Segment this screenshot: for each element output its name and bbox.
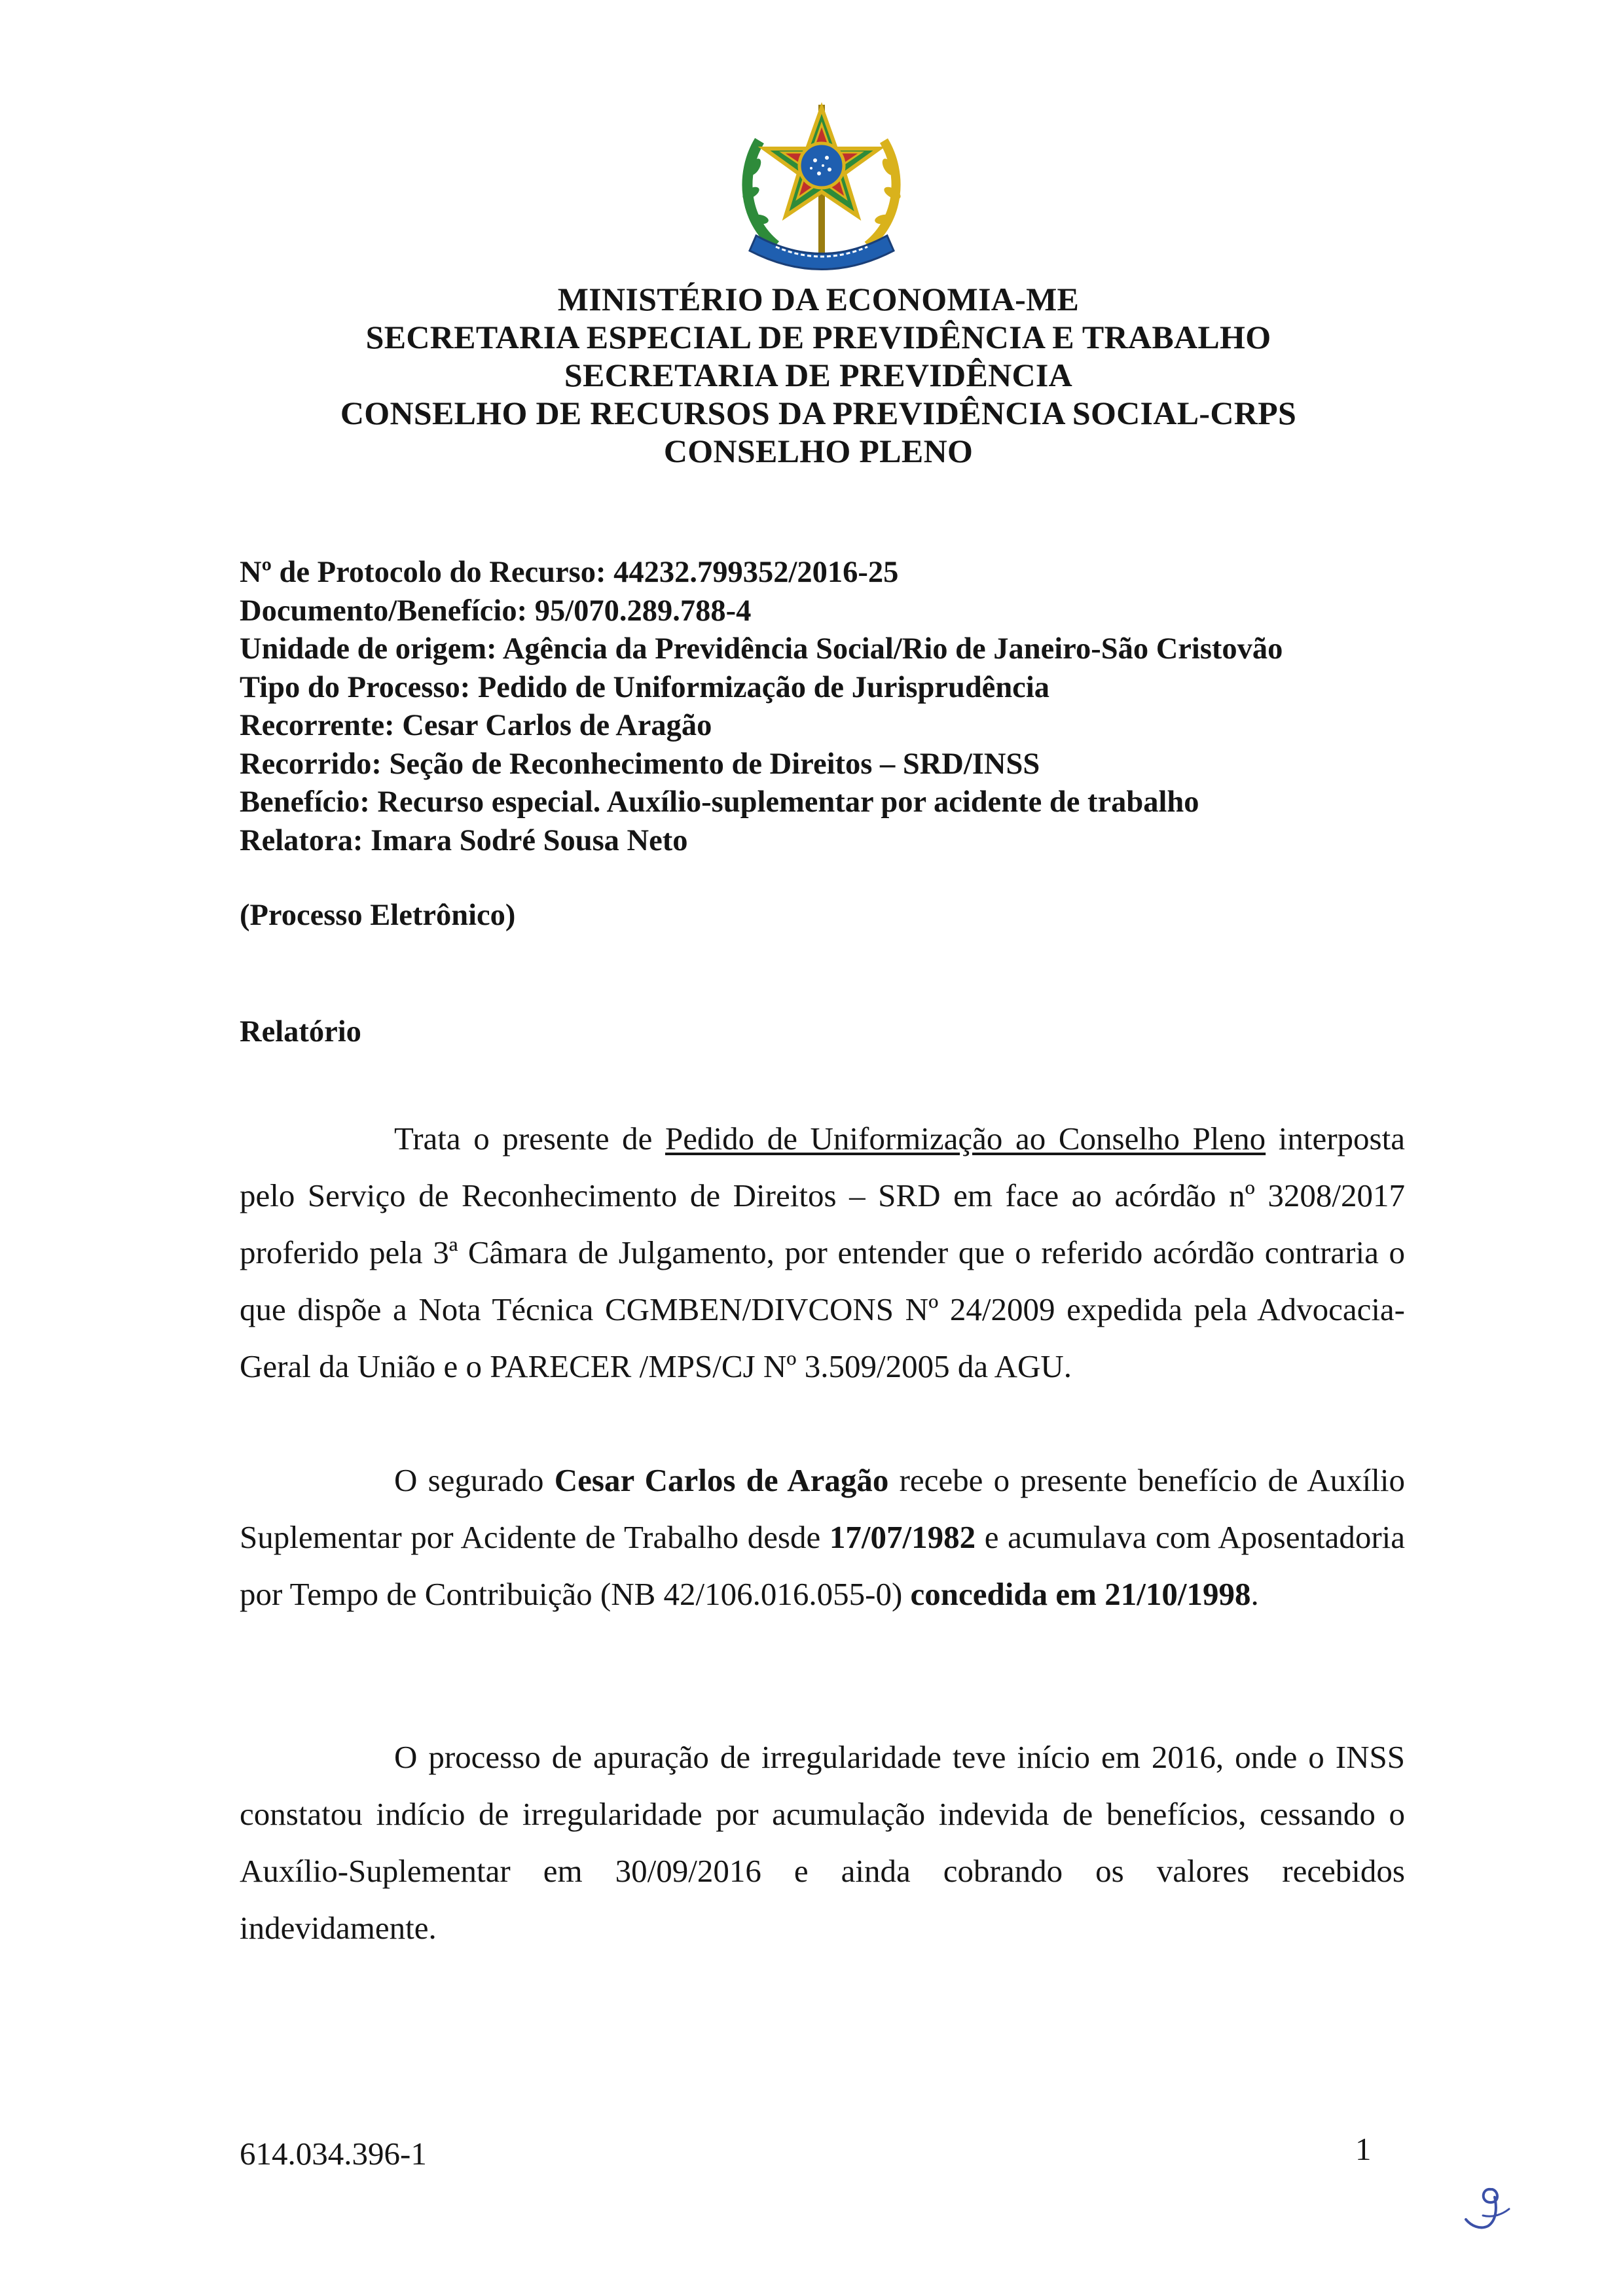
- meta-document: Documento/Benefício: 95/070.289.788-4: [240, 594, 752, 628]
- footer-page-number: 1: [1355, 2131, 1372, 2167]
- case-metadata: [240, 554, 1484, 860]
- paragraph-1-text-c: interposta pelo Serviço de Reconhecimento de Direitos – SRD em face ao acórdão nº 3208/2017 proferido pela 3ª Câmara de Julgamento, por entender que o referido acórdão contraria o que dispõe a Nota Técnica CGMBEN/DIVCONS Nº 24/2009 expedida pela Advocacia-Geral da União e o PARECER /MPS/CJ Nº 3.509/2005 da AGU.: [240, 1121, 1405, 1384]
- meta-benefit: Benefício: Recurso especial. Auxílio-suplementar por acidente de trabalho: [240, 785, 1199, 819]
- paragraph-1-underlined: Pedido de Uniformização ao Conselho Pleno: [665, 1121, 1266, 1157]
- paragraph-2-text-c: recebe o presente benefício de Auxílio Suplementar por Acidente de Trabalho desde: [240, 1462, 1405, 1555]
- paragraph-2-text-e: e acumulava com Aposentadoria por Tempo de Contribuição (NB 42/106.016.055-0): [240, 1519, 1406, 1612]
- header-secretariat: SECRETARIA DE PREVIDÊNCIA: [564, 357, 1073, 393]
- header-plenary: CONSELHO PLENO: [663, 433, 974, 469]
- report-heading: Relatório: [240, 1015, 361, 1049]
- meta-protocol: Nº de Protocolo do Recurso: 44232.799352/2016-25: [240, 556, 899, 589]
- meta-origin-unit: Unidade de origem: Agência da Previdência Social/Rio de Janeiro-São Cristovão: [240, 632, 1283, 666]
- paragraph-2: [240, 1452, 1405, 1623]
- brazil-coat-of-arms-icon: [730, 95, 913, 281]
- paragraph-2-text-g: .: [1250, 1576, 1259, 1612]
- meta-appellant: Recorrente: Cesar Carlos de Aragão: [240, 709, 712, 742]
- header-ministry: MINISTÉRIO DA ECONOMIA-ME: [557, 281, 1080, 317]
- meta-rapporteur: Relatora: Imara Sodré Sousa Neto: [240, 823, 688, 857]
- meta-process-type: Tipo do Processo: Pedido de Uniformização de Jurisprudência: [240, 670, 1049, 704]
- meta-respondent: Recorrido: Seção de Reconhecimento de Direitos – SRD/INSS: [240, 747, 1040, 781]
- paragraph-1: [240, 1110, 1405, 1395]
- handwritten-initials-icon: [1457, 2183, 1519, 2235]
- paragraph-2-text-a: O segurado: [394, 1462, 555, 1498]
- paragraph-2-granted-date: concedida em 21/10/1998: [910, 1576, 1251, 1612]
- header-special-secretariat: SECRETARIA ESPECIAL DE PREVIDÊNCIA E TRABALHO: [365, 319, 1271, 355]
- paragraph-2-start-date: 17/07/1982: [829, 1519, 976, 1555]
- header-council: CONSELHO DE RECURSOS DA PREVIDÊNCIA SOCIAL-CRPS: [340, 395, 1297, 431]
- paragraph-2-insured-name: Cesar Carlos de Aragão: [554, 1462, 889, 1498]
- document-header: [196, 280, 1440, 470]
- footer-document-number: 614.034.396-1: [240, 2136, 427, 2172]
- paragraph-3: O processo de apuração de irregularidade teve início em 2016, onde o INSS constatou indício de irregularidade por acumulação indevida de benefícios, cessando o Auxílio-Suplementar em 30/09/2016 e ainda cobrando os valores recebidos indevidamente.: [240, 1739, 1405, 1946]
- electronic-process-label: (Processo Eletrônico): [240, 899, 516, 932]
- paragraph-1-text-a: Trata o presente de: [394, 1121, 665, 1157]
